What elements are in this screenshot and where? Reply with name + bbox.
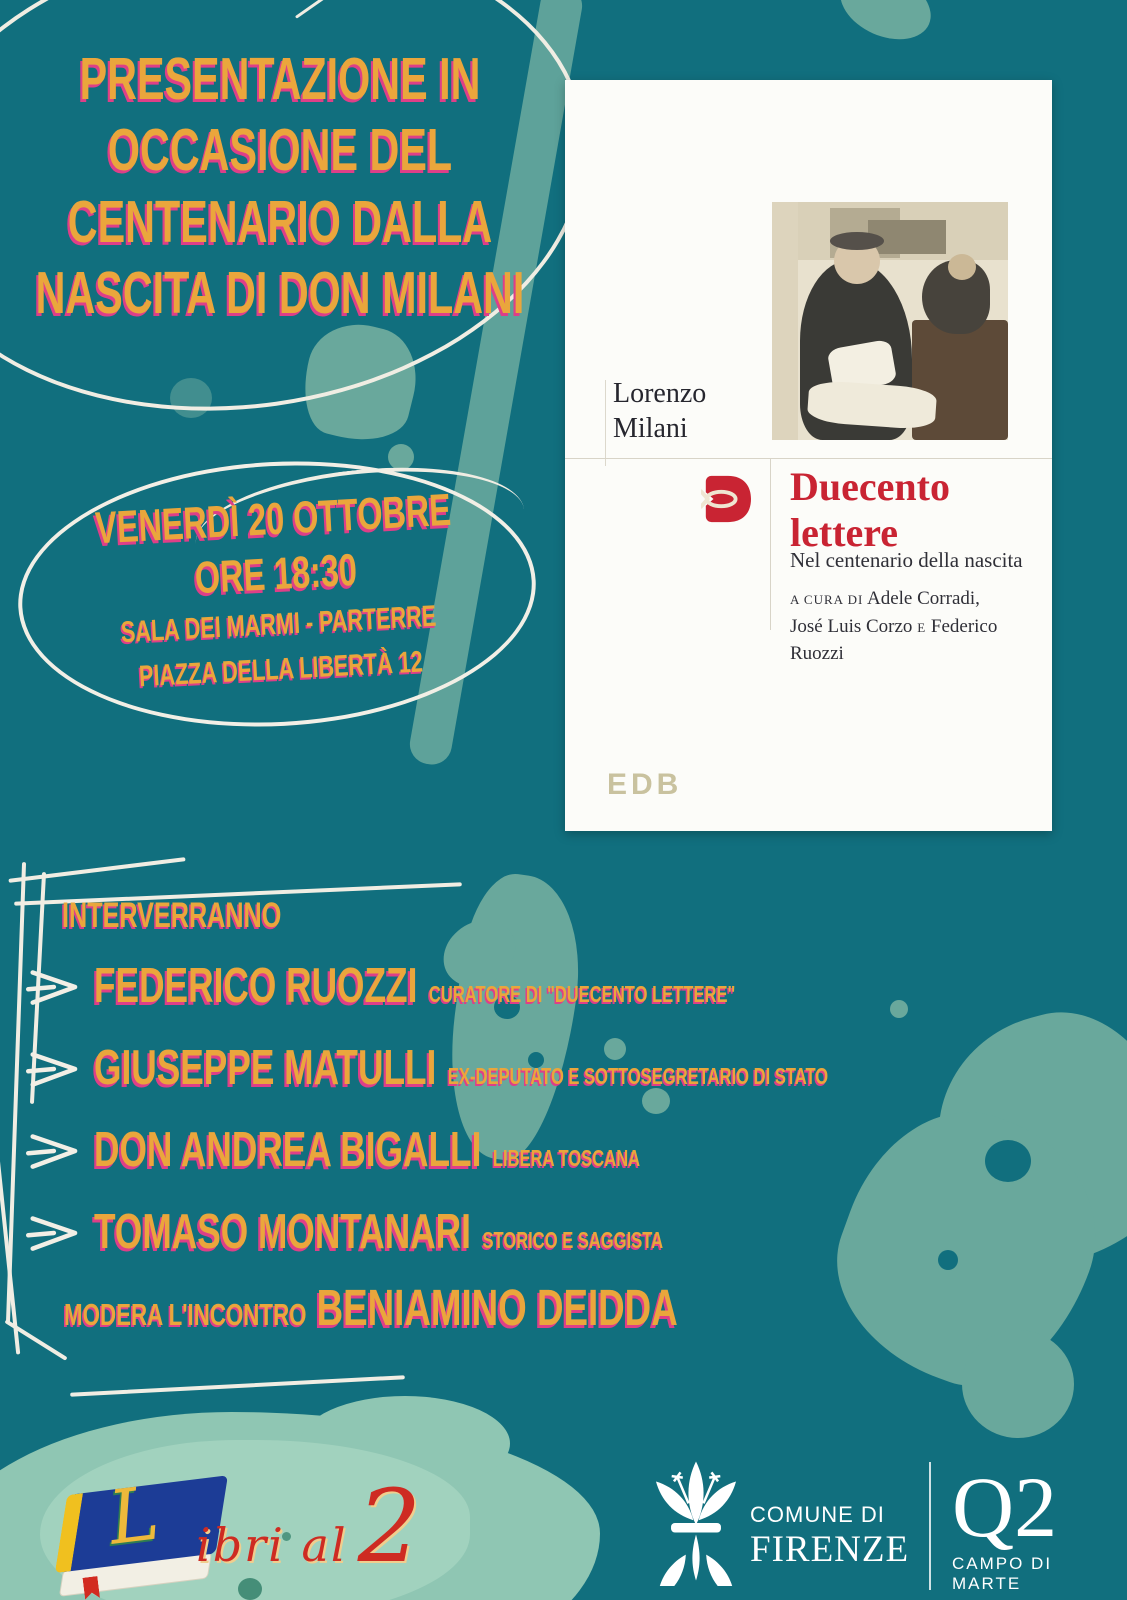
splash-hole <box>938 1250 958 1270</box>
speaker-name: GIUSEPPE MATULLI <box>94 1041 437 1095</box>
sketch-line <box>70 1375 405 1397</box>
event-time: ORE 18:30 <box>193 543 359 604</box>
speaker-name: FEDERICO RUOZZI <box>94 959 418 1013</box>
chevron-arrow-icon <box>26 1210 84 1256</box>
moderator-label: MODERA L'INCONTRO <box>64 1297 307 1332</box>
splash-blob <box>962 1330 1074 1438</box>
curator-name: Federico Ruozzi <box>790 615 998 665</box>
speaker-role: EX-DEPUTATO E SOTTOSEGRETARIO DI STATO <box>447 1063 829 1089</box>
poster-title <box>11 44 550 330</box>
book-cover <box>565 80 1052 831</box>
book-author-line: Lorenzo <box>613 378 707 409</box>
curators-line <box>790 585 1052 613</box>
curator-name: Adele Corradi, <box>867 588 980 609</box>
speakers-heading: INTERVERRANNO <box>62 896 282 935</box>
speaker-entry <box>94 1040 828 1096</box>
splash-blob <box>890 1000 908 1018</box>
curators-prefix: A CURA DI <box>790 592 864 607</box>
speaker-entry <box>94 1122 640 1178</box>
comune-line2: FIRENZE <box>750 1529 910 1570</box>
title-line: CENTENARIO DALLA <box>67 188 493 255</box>
speaker-entry <box>94 958 735 1014</box>
book-author-line: Milani <box>613 413 688 444</box>
chevron-arrow-icon <box>26 1128 84 1174</box>
curators-line <box>790 613 1052 668</box>
title-line: OCCASIONE DEL <box>107 117 453 184</box>
moderator-name: BENIAMINO DEIDDA <box>316 1279 678 1336</box>
splash-blob <box>388 444 414 470</box>
book-icon <box>54 1470 217 1598</box>
splash-blob <box>829 0 941 53</box>
event-info-oval <box>11 449 542 740</box>
cover-author-rule <box>605 380 606 466</box>
publisher-name: EDB <box>607 768 683 801</box>
speaker-entry <box>94 1204 663 1260</box>
edb-fish-logo <box>701 472 751 531</box>
book-author <box>613 376 706 446</box>
chevron-arrow-icon <box>26 964 84 1010</box>
splash-hole <box>985 1140 1031 1182</box>
libri-logo-initial: L <box>104 1470 164 1562</box>
chevron-arrow-icon <box>26 1046 84 1092</box>
book-subtitle: Nel centenario della nascita <box>790 548 1023 572</box>
libri-logo-text: ibri al <box>196 1518 348 1572</box>
fleur-de-lis-icon <box>648 1458 744 1591</box>
comune-di-firenze-logo <box>750 1502 909 1571</box>
speaker-role: CURATORE DI "DUECENTO LETTERE" <box>428 981 736 1007</box>
cover-vertical-rule <box>770 458 771 630</box>
event-info <box>13 479 541 706</box>
q2-campo-di-marte-logo <box>952 1459 1127 1594</box>
speaker-role: LIBERA TOSCANA <box>492 1145 641 1171</box>
comune-line1: COMUNE DI <box>750 1502 885 1527</box>
book-title-line: lettere <box>790 510 899 555</box>
libri-al-2-logo <box>196 1468 421 1585</box>
curator-name: José Luis Corzo <box>790 615 913 637</box>
event-venue: SALA DEI MARMI - PARTERRE <box>120 599 438 649</box>
libri-logo-number: 2 <box>357 1468 422 1585</box>
title-line: NASCITA DI DON MILANI <box>35 260 525 327</box>
footer-divider <box>929 1462 931 1590</box>
speaker-name: DON ANDREA BIGALLI <box>94 1123 482 1177</box>
book-title-line: Duecento <box>790 464 950 509</box>
moderator-entry <box>64 1278 678 1337</box>
cover-horizontal-rule <box>565 458 1052 459</box>
speaker-role: STORICO E SAGGISTA <box>482 1227 664 1253</box>
title-line: PRESENTAZIONE IN <box>79 46 481 112</box>
sketch-line <box>8 857 185 883</box>
q2-label: Q2 <box>952 1459 1058 1555</box>
event-date: VENERDÌ 20 OTTOBRE <box>94 483 453 554</box>
q2-sublabel: CAMPO DI MARTE <box>952 1554 1053 1594</box>
event-address: PIAZZA DELLA LIBERTÀ 12 <box>138 645 424 694</box>
book-curators <box>790 585 1052 668</box>
speaker-name: TOMASO MONTANARI <box>94 1205 471 1259</box>
curators-conjunction: E <box>917 619 927 635</box>
book-cover-photo <box>772 202 1008 440</box>
book-title <box>790 464 950 556</box>
